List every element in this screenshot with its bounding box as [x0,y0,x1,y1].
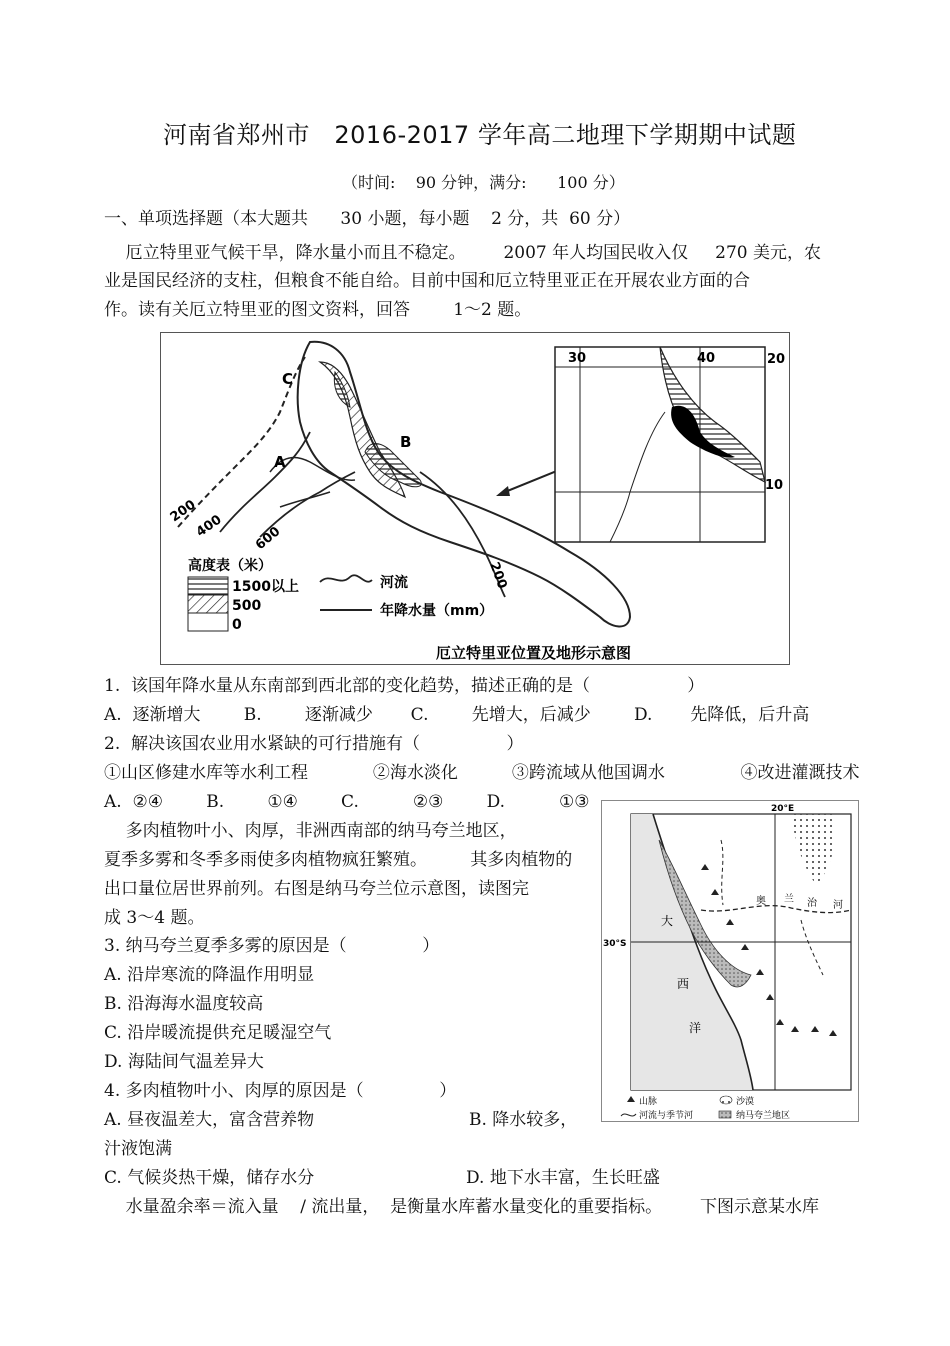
isohyet-600-label: 600 [252,524,284,554]
q4-option-b-cont: 汁液饱满 [104,1139,172,1159]
q1-stem: 1. 该国年降水量从东南部到西北部的变化趋势，描述正确的是（ ） [104,676,705,696]
q2-options: A. ②④ B. ①④ C. ②③ D. ①③ [104,792,590,812]
intro-line-1: 厄立特里亚气候干旱，降水量小而且不稳定。 2007 年人均国民收入仅 270 美元，农 [104,243,821,263]
map2-lat: 30°S [603,939,627,949]
legend-river: 河流 [380,575,408,591]
q4-option-c: C. 气候炎热干燥，储存水分 [104,1168,315,1188]
point-a-label: A [274,453,286,471]
point-c-label: C [282,370,294,388]
intro-line-3: 作。读有关厄立特里亚的图文资料，回答 1～2 题。 [104,300,532,320]
river-char-3: 治 [807,898,817,909]
q3-option-b: B. 沿海海水温度较高 [104,994,264,1014]
isohyet-200-label: 200 [167,497,199,526]
legend-mountain: 山脉 [639,1097,658,1107]
q3-option-a: A. 沿岸寒流的降温作用明显 [104,965,315,985]
q4-stem: 4. 多肉植物叶小、肉厚的原因是（ ） [104,1081,457,1101]
next-passage-line: 水量盈余率＝流入量 / 流出量， 是衡量水库蓄水量变化的重要指标。 下图示意某水库 [104,1197,819,1217]
legend-desert: 沙漠 [736,1097,755,1107]
legend-0: 0 [232,617,242,633]
legend-rain: 年降水量（mm） [380,603,494,619]
legend-1500: 1500以上 [232,579,299,595]
section-heading: 一、单项选择题（本大题共 30 小题，每小题 2 分，共 60 分） [104,209,631,229]
isohyet-400-label: 400 [193,512,225,541]
ocean-char-3: 洋 [689,1021,702,1035]
intro-line-2: 业是国民经济的支柱，但粮食不能自给。目前中国和厄立特里亚正在开展农业方面的合 [104,271,750,291]
exam-info: （时间: 90 分钟，满分: 100 分） [342,173,625,192]
page-title: 河南省郑州市 2016-2017 学年高二地理下学期期中试题 [163,121,797,149]
passage2-line-1: 多肉植物叶小、肉厚，非洲西南部的纳马夸兰地区， [104,821,517,841]
q3-option-c: C. 沿岸暖流提供充足暖湿空气 [104,1023,332,1043]
passage2-line-3: 出口量位居世界前列。右图是纳马夸兰位示意图，读图完 [104,879,529,899]
river-char-1: 奥 [756,896,766,907]
q4-option-b: B. 降水较多， [469,1110,578,1130]
ocean-char-1: 大 [661,914,674,928]
inset-lon-40: 40 [697,351,716,366]
q4-option-a: A. 昼夜温差大，富含营养物 [104,1110,315,1130]
q3-stem: 3. 纳马夸兰夏季多雾的原因是（ ） [104,936,440,956]
river-char-2: 兰 [784,894,794,905]
q1-options: A. 逐渐增大 B. 逐渐减少 C. 先增大，后减少 D. 先降低，后升高 [104,705,810,725]
inset-lat-20: 20 [767,352,786,367]
eritrea-map [160,332,790,665]
legend-namaqualand: 纳马夸兰地区 [736,1111,791,1121]
map1-caption: 厄立特里亚位置及地形示意图 [436,644,632,662]
inset-lon-30: 30 [568,351,587,366]
point-b-label: B [400,433,412,451]
river-char-4: 河 [833,900,843,911]
ocean-char-2: 西 [677,977,690,991]
inset-lat-10: 10 [765,478,784,493]
map2-lon: 20°E [771,804,795,814]
legend-500: 500 [232,598,262,614]
legend-river: 河流与季节河 [639,1111,694,1121]
q4-option-d: D. 地下水丰富，生长旺盛 [466,1168,660,1188]
inset-map [555,347,785,542]
q2-measures: ①山区修建水库等水利工程 ②海水淡化 ③跨流域从他国调水 ④改进灌溉技术 [104,763,860,783]
q3-option-d: D. 海陆间气温差异大 [104,1052,264,1072]
legend-title: 高度表（米） [188,558,272,574]
passage2-line-4: 成 3～4 题。 [104,908,205,928]
isohyet-200-east-label: 200 [486,560,510,591]
namaqualand-map [601,800,859,1122]
passage2-line-2: 夏季多雾和冬季多雨使多肉植物疯狂繁殖。 其多肉植物的 [104,850,573,870]
q2-stem: 2. 解决该国农业用水紧缺的可行措施有（ ） [104,734,524,754]
